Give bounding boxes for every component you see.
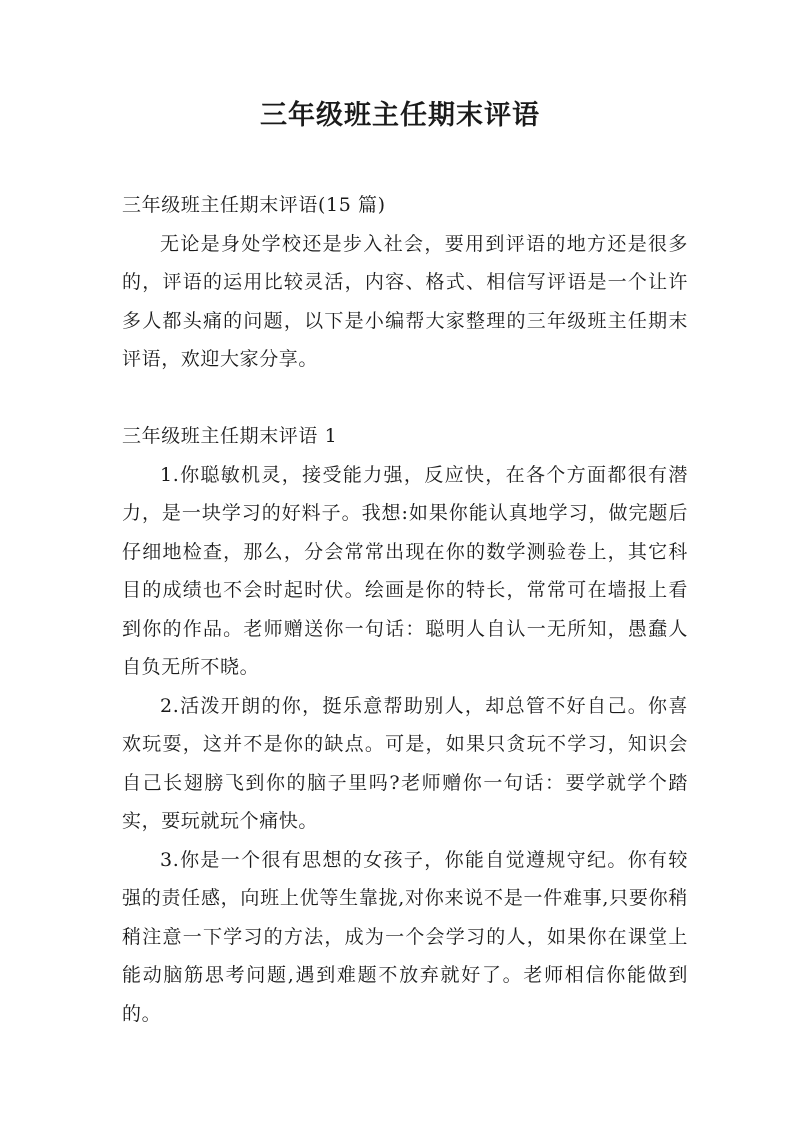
- comment-paragraph-1: 1.你聪敏机灵，接受能力强，反应快，在各个方面都很有潜力，是一块学习的好料子。我想:如果你能认真地学习，做完题后仔细地检查，那么，分会常常出现在你的数学测验卷上，其它科目的成绩也不会时起时伏。绘画是你的特长，常常可在墙报上看到你的作品。老师赠送你一句话：聪明人自认一无所知，愚蠢人自负无所不晓。: [122, 463, 688, 678]
- document-subtitle: 三年级班主任期末评语(15 篇): [122, 194, 386, 216]
- document-title: 三年级班主任期末评语: [260, 100, 540, 131]
- section-heading: 三年级班主任期末评语 1: [122, 425, 338, 447]
- intro-paragraph: 无论是身处学校还是步入社会，要用到评语的地方还是很多的，评语的运用比较灵活，内容、格式、相信写评语是一个让许多人都头痛的问题，以下是小编帮大家整理的三年级班主任期末评语，欢迎大家分享。: [122, 232, 688, 370]
- comment-paragraph-3: 3.你是一个很有思想的女孩子，你能自觉遵规守纪。你有较强的责任感，向班上优等生靠拢,对你来说不是一件难事,只要你稍稍注意一下学习的方法，成为一个会学习的人，如果你在课堂上能动脑筋思考问题,遇到难题不放弃就好了。老师相信你能做到的。: [122, 848, 688, 1025]
- paragraph-spacer: [122, 379, 688, 418]
- document-body: [122, 186, 688, 1033]
- comment-paragraph-2: 2.活泼开朗的你，挺乐意帮助别人，却总管不好自己。你喜欢玩耍，这并不是你的缺点。可是，如果只贪玩不学习，知识会自己长翅膀飞到你的脑子里吗?老师赠你一句话：要学就学个踏实，要玩就玩个痛快。: [122, 694, 688, 832]
